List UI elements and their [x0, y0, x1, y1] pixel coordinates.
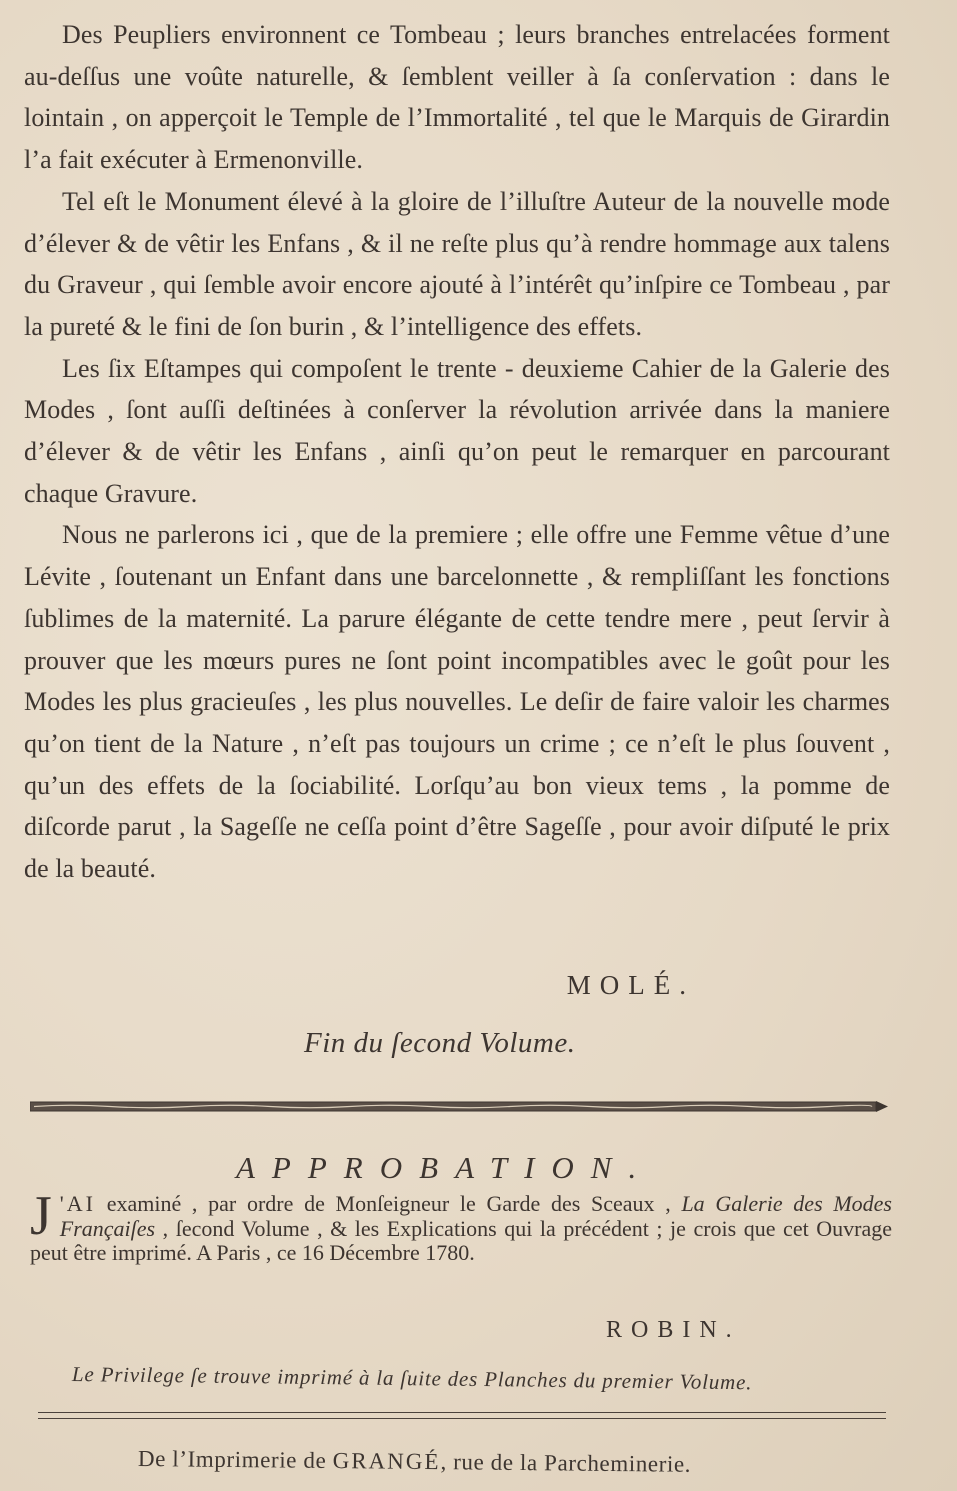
- rule-line-bottom: [38, 1418, 886, 1419]
- approbation-text-part-1: examiné , par ordre de Monſeigneur le Garde des Sceaux ,: [95, 1191, 682, 1216]
- signature-mole: MOLÉ.: [566, 970, 695, 1000]
- paragraph-estampes: Les ſix Eſtampes qui compoſent le trente - deuxieme Cahier de la Galerie des Modes , ſont auſſi deſtinées à conſerver la révolution arrivée dans la maniere d’élever & de vêtir les Enfans , ainſi qu’on peut le remarquer en parcourant chaque Gravure.: [24, 353, 890, 508]
- printer-name: GRANGÉ: [332, 1448, 441, 1475]
- approbation-text: [30, 1185, 892, 1266]
- approbation-first-word: 'AI: [59, 1191, 96, 1216]
- signature-robin: ROBIN.: [606, 1317, 741, 1343]
- rule-line-top: [38, 1412, 886, 1413]
- ornamental-rule: [30, 1100, 888, 1114]
- paragraph-tombeau: Des Peupliers environnent ce Tombeau ; leurs branches entrelacées forment au-deſſus une voûte naturelle, & ſemblent veiller à ſa conſervation : dans le lointain , on apperçoit le Temple de l’Immortalité , tel que le Marquis de Girardin l’a fait exécuter à Ermenonville.: [24, 20, 890, 175]
- approbation-work-title: La Galerie des Modes Françaiſes: [59, 1191, 892, 1241]
- imprint-address: , rue de la Parcheminerie.: [440, 1449, 692, 1477]
- paragraph-premiere-gravure: Nous ne parlerons ici , que de la premiere ; elle offre une Femme vêtue d’une Lévite , ſoutenant un Enfant dans une barcelonnette , & rempliſſant les fonctions ſublimes de la maternité. La parure élégante de cette tendre mere , peut ſervir à prouver que les mœurs pures ne ſont point incompatibles avec le goût pour les Modes les plus gracieuſes , les plus nouvelles. Le deſir de faire valoir les charmes qu’on tient de la Nature , n’eſt pas toujours un crime ; ce n’eſt le plus ſouvent , qu’un des effets de la ſociabilité. Lorſqu’au bon vieux tems , la pomme de diſcorde parut , la Sageſſe ne ceſſa point d’être Sageſſe , pour avoir diſputé le prix de la beauté.: [24, 520, 890, 884]
- printer-imprint: [138, 1446, 691, 1478]
- approbation-text-part-2: , ſecond Volume , & les Explications qui la précédent ; je crois que cet Ouvrage peut être imprimé. A Paris , ce 16 Décembre 1780.: [30, 1215, 892, 1265]
- paragraph-monument: Tel eſt le Monument élevé à la gloire de l’illuſtre Auteur de la nouvelle mode d’élever & de vêtir les Enfans , & il ne reſte plus qu’à rendre hommage aux talens du Graveur , qui ſemble avoir encore ajouté à l’intérêt qu’inſpire ce Tombeau , par la pureté & le fini de ſon burin , & l’intelligence des effets.: [24, 186, 890, 341]
- body-text: [24, 14, 890, 890]
- drop-cap: J: [30, 1185, 52, 1247]
- double-rule-divider: [38, 1412, 886, 1422]
- privilege-note: Le Privilege ſe trouve imprimé à la ſuite des Planches du premier Volume.: [71, 1362, 753, 1395]
- imprint-prefix: De l’Imprimerie de: [137, 1446, 333, 1474]
- approbation-title: APPROBATION.: [236, 1150, 654, 1185]
- fin-second-volume: Fin du ſecond Volume.: [304, 1027, 576, 1059]
